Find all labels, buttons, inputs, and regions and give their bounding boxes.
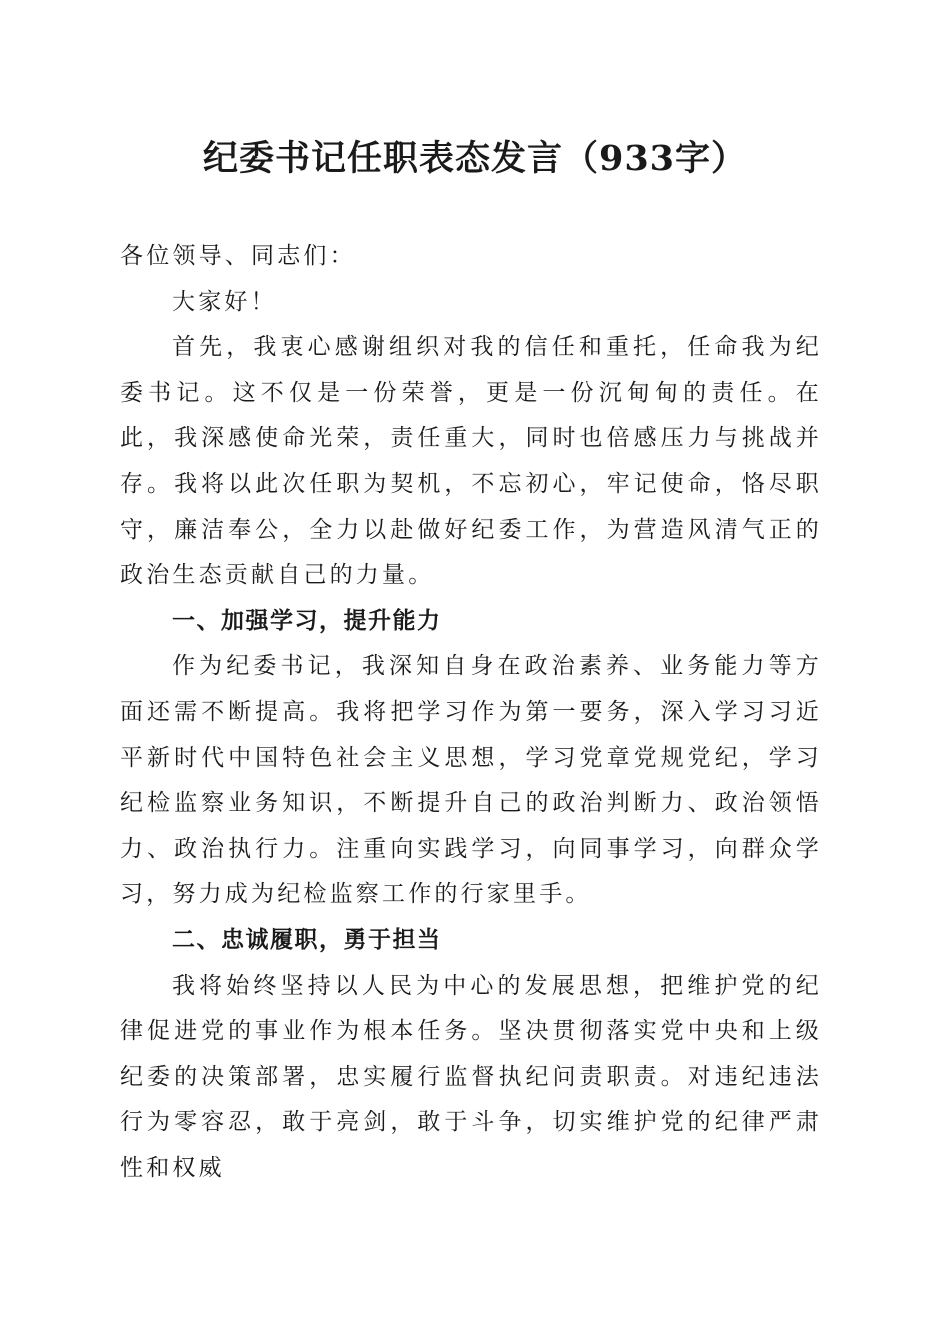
section-paragraph-1: 作为纪委书记，我深知自身在政治素养、业务能力等方面还需不断提高。我将把学习作为第一要务，深入学习习近平新时代中国特色社会主义思想，学习党章党规党纪，学习纪检监察业务知识，不断提升自己的政治判断力、政治领悟力、政治执行力。注重向实践学习，向同事学习，向群众学习，努力成为纪检监察工作的行家里手。 (120, 653, 822, 908)
section-heading-1: 一、加强学习，提升能力 (172, 607, 442, 634)
salutation: 各位领导、同志们： (120, 243, 356, 269)
document-body (120, 234, 822, 1191)
section-paragraph-2: 我将始终坚持以人民为中心的发展思想，把维护党的纪律促进党的事业作为根本任务。坚决贯彻落实党中央和上级纪委的决策部署，忠实履行监督执纪问责职责。对违纪违法行为零容忍，敢于亮剑，敢于斗争，切实维护党的纪律严肃性和权威 (120, 972, 822, 1181)
intro-paragraph: 首先，我衷心感谢组织对我的信任和重托，任命我为纪委书记。这不仅是一份荣誉，更是一份沉甸甸的责任。在此，我深感使命光荣，责任重大，同时也倍感压力与挑战并存。我将以此次任职为契机，不忘初心，牢记使命，恪尽职守，廉洁奉公，全力以赴做好纪委工作，为营造风清气正的政治生态贡献自己的力量。 (120, 334, 822, 589)
greeting: 大家好！ (172, 288, 277, 315)
section-heading-2: 二、忠诚履职，勇于担当 (172, 926, 442, 953)
document-title: 纪委书记任职表态发言（933字） (202, 138, 748, 179)
